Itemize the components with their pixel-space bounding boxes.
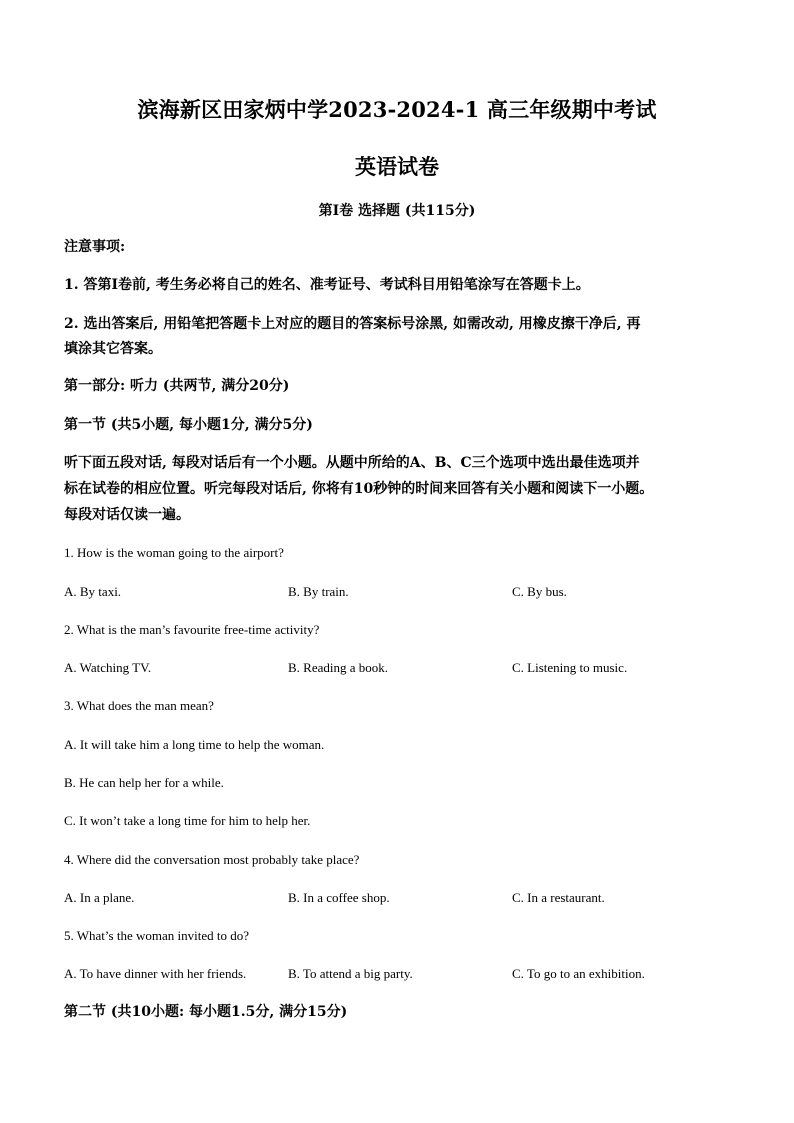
instructions-line-1: 听下面五段对话, 每段对话后有一个小题。从题中所给的A、B、C三个选项中选出最佳选项并	[64, 455, 640, 471]
question-3-option-a: A. It will take him a long time to help the woman.	[64, 737, 325, 752]
question-4: 4. Where did the conversation most probably take place?	[64, 852, 360, 867]
question-5: 5. What’s the woman invited to do?	[64, 928, 249, 943]
section2-heading: 第二节 (共10小题: 每小题1.5分, 满分15分)	[64, 1004, 348, 1020]
notes-item-2-line-1: 2. 选出答案后, 用铅笔把答题卡上对应的题目的答案标号涂黑, 如需改动, 用橡皮擦干净后, 再	[64, 316, 641, 332]
question-5-option-a: A. To have dinner with her friends.	[64, 966, 247, 981]
question-2-option-c: C. Listening to music.	[512, 660, 628, 675]
question-4-option-c: C. In a restaurant.	[512, 890, 605, 905]
question-4-option-b: B. In a coffee shop.	[288, 890, 390, 905]
exam-title: 滨海新区田家炳中学2023-2024-1 高三年级期中考试	[137, 97, 657, 122]
question-1-option-b: B. By train.	[288, 584, 349, 599]
notes-heading: 注意事项:	[64, 239, 126, 255]
question-5-option-c: C. To go to an exhibition.	[512, 966, 645, 981]
part1-heading: 第一部分: 听力 (共两节, 满分20分)	[64, 378, 290, 394]
exam-subtitle: 英语试卷	[355, 154, 439, 179]
question-3-option-c: C. It won’t take a long time for him to help her.	[64, 813, 311, 828]
section-title: 第I卷 选择题 (共115分)	[318, 203, 476, 219]
instructions-line-2: 标在试卷的相应位置。听完每段对话后, 你将有10秒钟的时间来回答有关小题和阅读下一小题。	[64, 481, 654, 497]
question-5-option-b: B. To attend a big party.	[288, 966, 413, 981]
section1-heading: 第一节 (共5小题, 每小题1分, 满分5分)	[64, 417, 313, 433]
question-1-option-c: C. By bus.	[512, 584, 567, 599]
question-2: 2. What is the man’s favourite free-time activity?	[64, 622, 320, 637]
question-1: 1. How is the woman going to the airport?	[64, 545, 284, 560]
question-2-option-b: B. Reading a book.	[288, 660, 389, 675]
question-3: 3. What does the man mean?	[64, 698, 214, 713]
question-4-option-a: A. In a plane.	[64, 890, 135, 905]
question-2-option-a: A. Watching TV.	[64, 660, 152, 675]
notes-item-2-line-2: 填涂其它答案。	[64, 341, 162, 357]
notes-item-1: 1. 答第I卷前, 考生务必将自己的姓名、准考证号、考试科目用铅笔涂写在答题卡上。	[64, 277, 590, 293]
question-1-option-a: A. By taxi.	[64, 584, 122, 599]
question-3-option-b: B. He can help her for a while.	[64, 775, 224, 790]
instructions-line-3: 每段对话仅读一遍。	[64, 507, 190, 523]
